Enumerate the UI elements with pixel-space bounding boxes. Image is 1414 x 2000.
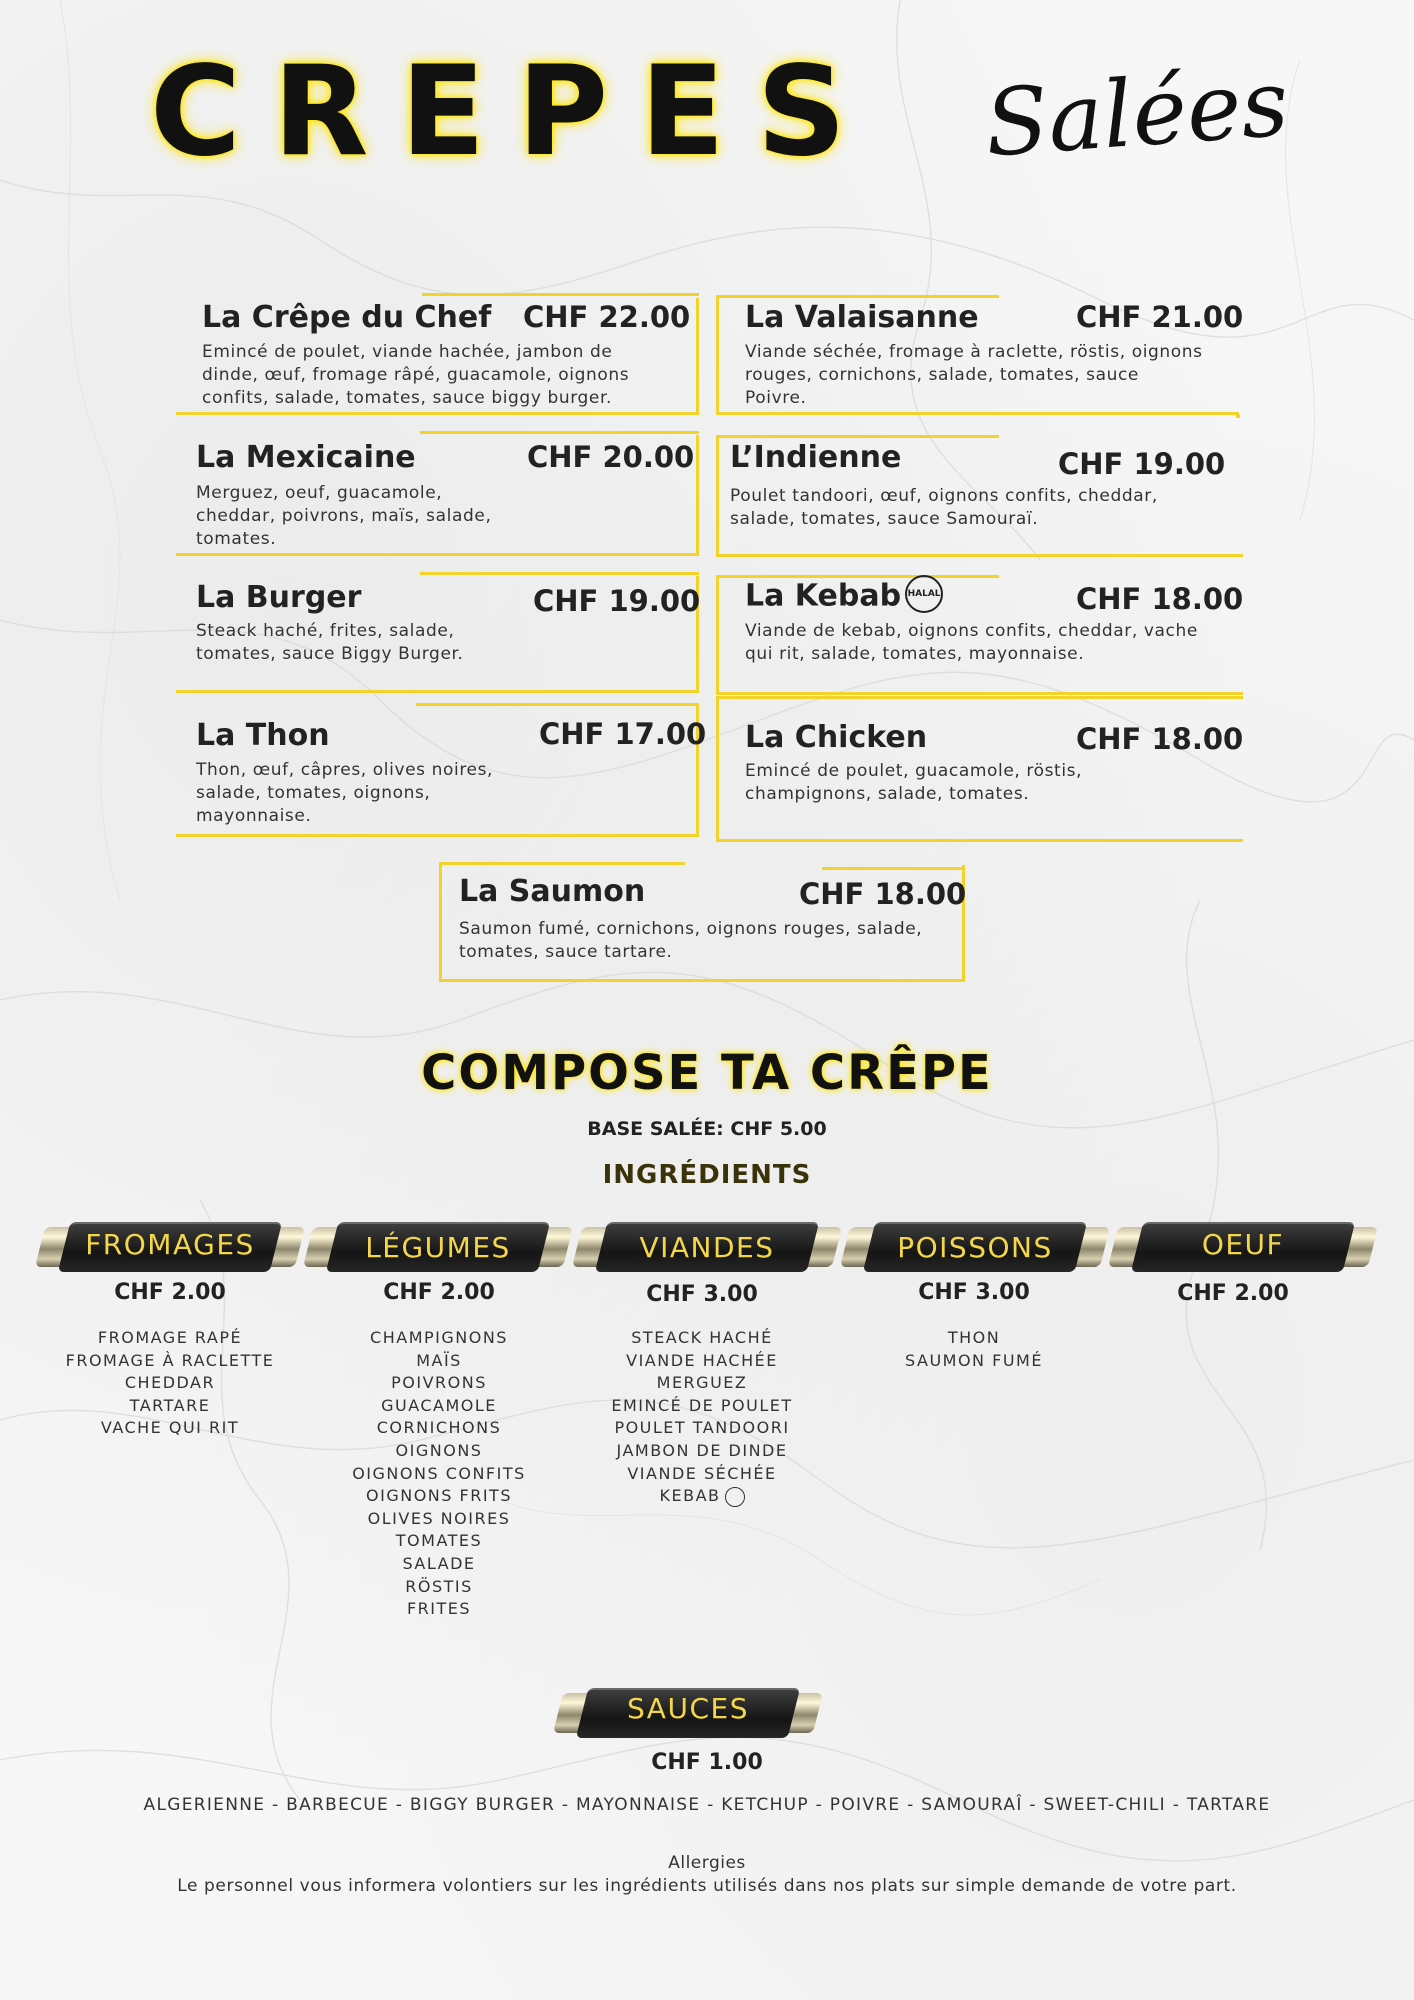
menu-subtitle-script: Salées bbox=[981, 49, 1292, 178]
base-price: BASE SALÉE: CHF 5.00 bbox=[587, 1118, 827, 1140]
crepe-name: La Valaisanne bbox=[745, 300, 979, 335]
category-label: SAUCES bbox=[627, 1692, 749, 1725]
ingredient-item: TARTARE bbox=[129, 1395, 211, 1415]
crepe-price: CHF 21.00 bbox=[1076, 300, 1244, 334]
category-label: LÉGUMES bbox=[365, 1231, 511, 1264]
ingredient-item: FRITES bbox=[406, 1599, 472, 1619]
ingredient-item: OIGNONS bbox=[395, 1440, 483, 1460]
category-column-oeuf bbox=[1098, 1281, 1368, 1306]
category-label: FROMAGES bbox=[85, 1228, 255, 1261]
category-price: CHF 3.00 bbox=[918, 1280, 1030, 1305]
crepe-name-text: La Kebab bbox=[745, 578, 902, 614]
ingredient-item: CHAMPIGNONS bbox=[370, 1328, 508, 1347]
ingredient-item: TOMATES bbox=[395, 1531, 483, 1551]
crepe-name: La Thon bbox=[196, 718, 330, 753]
crepe-name: L’Indienne bbox=[730, 440, 902, 475]
category-column-fromages bbox=[35, 1280, 305, 1440]
category-price: CHF 2.00 bbox=[383, 1280, 495, 1305]
category-banner-poissons bbox=[845, 1222, 1105, 1270]
allergies-title: Allergies bbox=[668, 1853, 746, 1873]
category-label: POISSONS bbox=[897, 1231, 1053, 1264]
crepe-name bbox=[745, 578, 943, 616]
category-price: CHF 2.00 bbox=[114, 1280, 226, 1305]
ingredient-item: EMINCÉ DE POULET bbox=[611, 1395, 793, 1415]
ingredient-item: THON bbox=[947, 1328, 1001, 1347]
category-banner-legumes bbox=[308, 1222, 568, 1270]
crepe-description: Poulet tandoori, œuf, oignons confits, cheddar, salade, tomates, sauce Samouraï. bbox=[730, 486, 1158, 529]
ingredient-item: SAUMON FUMÉ bbox=[905, 1350, 1043, 1370]
crepe-description: Viande de kebab, oignons confits, cheddar, vache qui rit, salade, tomates, mayonnaise. bbox=[745, 621, 1198, 664]
crepe-price: CHF 19.00 bbox=[533, 584, 701, 618]
crepe-price: CHF 20.00 bbox=[527, 440, 695, 474]
category-price: CHF 2.00 bbox=[1177, 1281, 1289, 1306]
category-banner-viandes bbox=[577, 1222, 837, 1270]
halal-icon: HALAL bbox=[905, 575, 943, 613]
ingredient-item: MAÏS bbox=[416, 1350, 462, 1370]
allergies-text: Le personnel vous informera volontiers sur les ingrédients utilisés dans nos plats sur simple demande de votre part. bbox=[177, 1876, 1237, 1896]
category-banner-fromages bbox=[40, 1222, 300, 1270]
crepe-description: Steack haché, frites, salade, tomates, sauce Biggy Burger. bbox=[196, 621, 464, 664]
ingredient-item: POULET TANDOORI bbox=[614, 1418, 790, 1438]
ingredient-item: VIANDE HACHÉE bbox=[626, 1350, 778, 1370]
crepe-description: Thon, œuf, câpres, olives noires, salade, tomates, oignons, mayonnaise. bbox=[196, 760, 494, 826]
ingredient-item: FROMAGE RAPÉ bbox=[97, 1328, 243, 1347]
category-banner-oeuf bbox=[1113, 1222, 1373, 1270]
crepe-name: La Saumon bbox=[459, 874, 646, 909]
crepe-price: CHF 17.00 bbox=[539, 717, 707, 751]
ingredient-item: RÖSTIS bbox=[405, 1576, 473, 1596]
sauces-list: ALGERIENNE - BARBECUE - BIGGY BURGER - MAYONNAISE - KETCHUP - POIVRE - SAMOURAÎ - SWEET-CHILI - TARTARE bbox=[143, 1795, 1271, 1815]
ingredient-item: JAMBON DE DINDE bbox=[616, 1440, 788, 1460]
ingredient-item: POIVRONS bbox=[391, 1373, 487, 1393]
crepe-price: CHF 18.00 bbox=[799, 877, 967, 911]
category-banner-sauces bbox=[558, 1688, 818, 1736]
menu-title: CREPES bbox=[150, 40, 879, 184]
category-column-viandes bbox=[567, 1282, 837, 1508]
ingredient-text: KEBAB bbox=[659, 1486, 721, 1506]
crepe-description: Emincé de poulet, guacamole, röstis, champignons, salade, tomates. bbox=[745, 761, 1083, 804]
category-column-legumes bbox=[304, 1280, 574, 1621]
ingredient-item: MERGUEZ bbox=[656, 1373, 748, 1393]
ingredient-item: OIGNONS CONFITS bbox=[352, 1463, 526, 1483]
ingredient-item: STEACK HACHÉ bbox=[631, 1328, 773, 1347]
sauces-price: CHF 1.00 bbox=[651, 1750, 763, 1775]
category-column-poissons bbox=[839, 1280, 1109, 1372]
crepe-name: La Mexicaine bbox=[196, 440, 416, 475]
crepe-name: La Crêpe du Chef bbox=[202, 300, 492, 335]
crepe-price: CHF 22.00 bbox=[523, 300, 691, 334]
ingredient-item: SALADE bbox=[402, 1553, 476, 1573]
ingredient-item: CHEDDAR bbox=[124, 1373, 216, 1393]
category-label: OEUF bbox=[1201, 1228, 1285, 1261]
crepe-description: Saumon fumé, cornichons, oignons rouges, salade, tomates, sauce tartare. bbox=[459, 919, 923, 962]
crepe-description: Merguez, oeuf, guacamole, cheddar, poivrons, maïs, salade, tomates. bbox=[196, 483, 492, 549]
crepe-description: Emincé de poulet, viande hachée, jambon de dinde, œuf, fromage râpé, guacamole, oignons confits, salade, tomates, sauce biggy burger. bbox=[202, 342, 630, 408]
crepe-price: CHF 18.00 bbox=[1076, 582, 1244, 616]
ingredient-item bbox=[567, 1485, 837, 1508]
crepe-description: Viande séchée, fromage à raclette, röstis, oignons rouges, cornichons, salade, tomates, sauce Poivre. bbox=[745, 342, 1203, 408]
crepe-price: CHF 18.00 bbox=[1076, 722, 1244, 756]
halal-small-icon bbox=[725, 1487, 745, 1507]
crepe-name: La Burger bbox=[196, 580, 362, 615]
ingredient-item: OIGNONS FRITS bbox=[366, 1486, 512, 1506]
category-label: VIANDES bbox=[639, 1231, 775, 1264]
ingredients-title: INGRÉDIENTS bbox=[602, 1160, 812, 1190]
ingredient-item: OLIVES NOIRES bbox=[367, 1508, 511, 1528]
crepe-price: CHF 19.00 bbox=[1058, 447, 1226, 481]
ingredient-item: VIANDE SÉCHÉE bbox=[627, 1463, 777, 1483]
category-price: CHF 3.00 bbox=[646, 1282, 758, 1307]
ingredient-item: FROMAGE À RACLETTE bbox=[65, 1350, 275, 1370]
ingredient-item: GUACAMOLE bbox=[381, 1395, 497, 1415]
crepe-name: La Chicken bbox=[745, 720, 928, 755]
compose-title: COMPOSE TA CRÊPE bbox=[421, 1045, 993, 1101]
ingredient-item: CORNICHONS bbox=[376, 1418, 502, 1438]
ingredient-item: VACHE QUI RIT bbox=[100, 1418, 240, 1438]
